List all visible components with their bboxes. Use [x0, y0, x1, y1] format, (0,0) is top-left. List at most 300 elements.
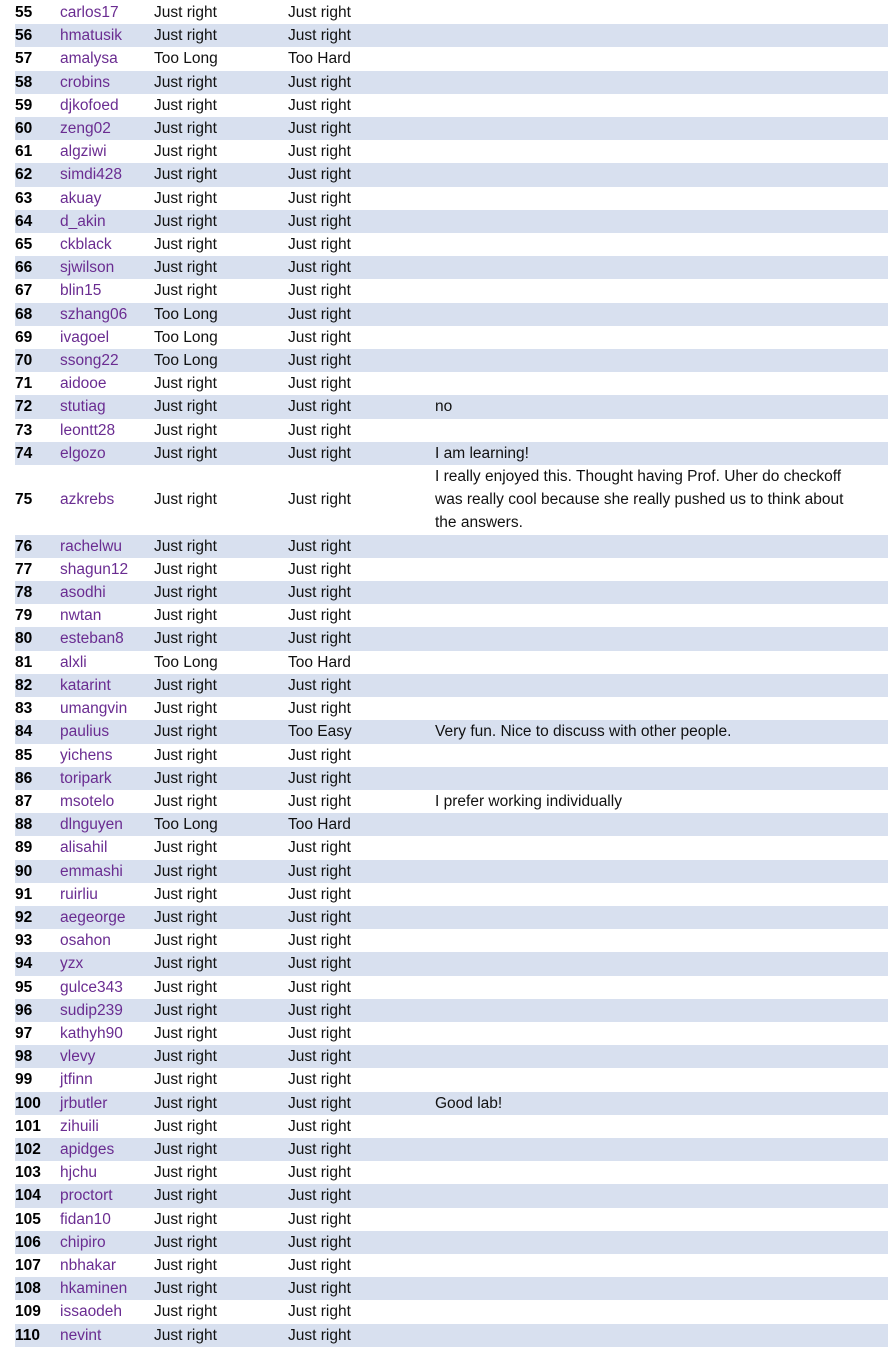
table-row	[15, 163, 888, 186]
table-row	[15, 767, 888, 790]
difficulty-rating: Just right	[288, 1001, 351, 1019]
comment-text	[435, 326, 888, 349]
username-cell	[60, 929, 154, 952]
comment-text: Very fun. Nice to discuss with other people.	[435, 723, 732, 741]
username-link[interactable]: kathyh90	[60, 1024, 123, 1042]
username-link[interactable]: osahon	[60, 932, 111, 950]
table-row	[15, 47, 888, 70]
row-number: 73	[15, 421, 33, 439]
difficulty-rating: Just right	[288, 375, 351, 393]
difficulty-rating: Just right	[288, 398, 351, 416]
length-rating: Just right	[154, 1071, 217, 1089]
table-row	[15, 1068, 888, 1091]
comment-text	[435, 1022, 888, 1045]
comment-text	[435, 1208, 888, 1231]
length-rating: Just right	[154, 27, 217, 45]
length-rating: Just right	[154, 908, 217, 926]
username-link[interactable]: blin15	[60, 282, 102, 300]
difficulty-rating: Just right	[288, 421, 351, 439]
username-link[interactable]: ivagoel	[60, 328, 110, 346]
table-row	[15, 697, 888, 720]
username-link[interactable]: emmashi	[60, 862, 123, 880]
row-number: 93	[15, 932, 33, 950]
username-cell	[60, 1161, 154, 1184]
username-link[interactable]: toripark	[60, 769, 112, 787]
difficulty-rating: Just right	[288, 584, 351, 602]
length-rating: Just right	[154, 1140, 217, 1158]
row-number: 83	[15, 700, 33, 718]
comment-text	[435, 117, 888, 140]
table-row	[15, 1022, 888, 1045]
username-cell	[60, 1277, 154, 1300]
username-link[interactable]: hjchu	[60, 1164, 98, 1182]
username-cell	[60, 210, 154, 233]
username-cell	[60, 604, 154, 627]
difficulty-rating: Just right	[288, 4, 351, 21]
username-link[interactable]: ckblack	[60, 236, 112, 254]
comment-text	[435, 558, 888, 581]
table-row	[15, 279, 888, 302]
survey-results-table	[15, 1, 888, 1347]
row-number: 99	[15, 1071, 33, 1089]
username-cell	[60, 558, 154, 581]
table-row	[15, 999, 888, 1022]
row-number: 109	[15, 1303, 41, 1321]
username-link[interactable]: hkaminen	[60, 1280, 128, 1298]
username-link[interactable]: ruirliu	[60, 885, 98, 903]
row-number: 89	[15, 839, 33, 857]
difficulty-rating: Just right	[288, 1210, 351, 1228]
difficulty-rating: Just right	[288, 1140, 351, 1158]
row-number: 96	[15, 1001, 33, 1019]
username-cell	[60, 581, 154, 604]
username-cell	[60, 233, 154, 256]
table-row	[15, 326, 888, 349]
username-cell	[60, 442, 154, 465]
table-row	[15, 1115, 888, 1138]
length-rating: Just right	[154, 421, 217, 439]
row-number: 62	[15, 166, 33, 184]
username-link[interactable]: msotelo	[60, 792, 115, 810]
row-number: 57	[15, 50, 33, 68]
comment-text	[435, 836, 888, 859]
comment-text	[435, 303, 888, 326]
username-link[interactable]: nbhakar	[60, 1256, 117, 1274]
length-rating: Just right	[154, 537, 217, 555]
difficulty-rating: Too Hard	[288, 816, 351, 834]
table-row	[15, 1208, 888, 1231]
row-number: 75	[15, 491, 33, 509]
length-rating: Just right	[154, 1326, 217, 1344]
row-number: 71	[15, 375, 33, 393]
difficulty-rating: Just right	[288, 955, 351, 973]
table-row	[15, 1254, 888, 1277]
difficulty-rating: Just right	[288, 352, 351, 370]
length-rating: Just right	[154, 1280, 217, 1298]
username-cell	[60, 279, 154, 302]
table-row	[15, 349, 888, 372]
comment-text	[435, 1, 888, 24]
row-number: 103	[15, 1164, 41, 1182]
difficulty-rating: Just right	[288, 978, 351, 996]
username-cell	[60, 860, 154, 883]
username-cell	[60, 836, 154, 859]
difficulty-rating: Just right	[288, 73, 351, 91]
comment-text	[435, 1277, 888, 1300]
username-link[interactable]: algziwi	[60, 143, 107, 161]
difficulty-rating: Just right	[288, 1117, 351, 1135]
username-link[interactable]: apidges	[60, 1140, 115, 1158]
username-cell	[60, 1300, 154, 1323]
length-rating: Just right	[154, 73, 217, 91]
table-row	[15, 372, 888, 395]
length-rating: Just right	[154, 259, 217, 277]
length-rating: Just right	[154, 1094, 217, 1112]
difficulty-rating: Just right	[288, 143, 351, 161]
difficulty-rating: Just right	[288, 1303, 351, 1321]
table-row	[15, 303, 888, 326]
difficulty-rating: Just right	[288, 607, 351, 625]
username-link[interactable]: hmatusik	[60, 27, 123, 45]
difficulty-rating: Too Hard	[288, 50, 351, 68]
comment-text	[435, 952, 888, 975]
username-cell	[60, 326, 154, 349]
comment-text	[435, 535, 888, 558]
row-number: 70	[15, 352, 33, 370]
table-row	[15, 233, 888, 256]
difficulty-rating: Just right	[288, 1048, 351, 1066]
length-rating: Too Long	[154, 352, 218, 370]
difficulty-rating: Just right	[288, 862, 351, 880]
comment-text	[435, 94, 888, 117]
table-row	[15, 883, 888, 906]
username-cell	[60, 1208, 154, 1231]
difficulty-rating: Just right	[288, 166, 351, 184]
table-row	[15, 860, 888, 883]
username-link[interactable]: aidooe	[60, 375, 107, 393]
difficulty-rating: Just right	[288, 839, 351, 857]
username-link[interactable]: asodhi	[60, 584, 106, 602]
difficulty-rating: Just right	[288, 1164, 351, 1182]
table-row	[15, 581, 888, 604]
row-number: 68	[15, 305, 33, 323]
username-cell	[60, 697, 154, 720]
row-number: 66	[15, 259, 33, 277]
length-rating: Just right	[154, 1001, 217, 1019]
username-link[interactable]: szhang06	[60, 305, 128, 323]
table-row	[15, 1277, 888, 1300]
row-number: 60	[15, 120, 33, 138]
comment-text	[435, 627, 888, 650]
difficulty-rating: Just right	[288, 792, 351, 810]
username-link[interactable]: gulce343	[60, 978, 123, 996]
table-row	[15, 1045, 888, 1068]
table-row	[15, 1161, 888, 1184]
row-number: 82	[15, 676, 33, 694]
row-number: 91	[15, 885, 33, 903]
row-number: 94	[15, 955, 33, 973]
length-rating: Just right	[154, 792, 217, 810]
length-rating: Just right	[154, 1117, 217, 1135]
username-cell	[60, 1068, 154, 1091]
table-row	[15, 535, 888, 558]
length-rating: Just right	[154, 444, 217, 462]
comment-text: no	[435, 398, 453, 416]
table-row	[15, 976, 888, 999]
table-row	[15, 627, 888, 650]
table-row	[15, 140, 888, 163]
table-row	[15, 24, 888, 47]
username-cell	[60, 744, 154, 767]
length-rating: Just right	[154, 723, 217, 741]
username-cell	[60, 651, 154, 674]
length-rating: Just right	[154, 769, 217, 787]
username-cell	[60, 999, 154, 1022]
row-number: 107	[15, 1256, 41, 1274]
username-link[interactable]: alxli	[60, 653, 87, 671]
comment-text	[435, 999, 888, 1022]
username-link[interactable]: rachelwu	[60, 537, 123, 555]
row-number: 106	[15, 1233, 41, 1251]
difficulty-rating: Just right	[288, 1187, 351, 1205]
table-row	[15, 1092, 888, 1115]
length-rating: Just right	[154, 1164, 217, 1182]
username-link[interactable]: crobins	[60, 73, 110, 91]
comment-text	[435, 1300, 888, 1323]
comment-text	[435, 187, 888, 210]
username-link[interactable]: alisahil	[60, 839, 108, 857]
row-number: 90	[15, 862, 33, 880]
comment-text	[435, 210, 888, 233]
comment-text	[435, 1068, 888, 1091]
comment-text	[435, 929, 888, 952]
difficulty-rating: Just right	[288, 1024, 351, 1042]
difficulty-rating: Just right	[288, 491, 351, 509]
length-rating: Just right	[154, 120, 217, 138]
username-link[interactable]: paulius	[60, 723, 110, 741]
difficulty-rating: Just right	[288, 328, 351, 346]
row-number: 102	[15, 1140, 41, 1158]
row-number: 74	[15, 444, 33, 462]
username-link[interactable]: esteban8	[60, 630, 124, 648]
username-link[interactable]: leontt28	[60, 421, 116, 439]
table-row	[15, 71, 888, 94]
username-cell	[60, 24, 154, 47]
username-cell	[60, 976, 154, 999]
username-link[interactable]: sjwilson	[60, 259, 115, 277]
username-link[interactable]: fidan10	[60, 1210, 111, 1228]
comment-text: Good lab!	[435, 1094, 503, 1112]
difficulty-rating: Just right	[288, 537, 351, 555]
username-link[interactable]: yzx	[60, 955, 84, 973]
length-rating: Just right	[154, 560, 217, 578]
username-link[interactable]: carlos17	[60, 4, 119, 21]
username-link[interactable]: stutiag	[60, 398, 106, 416]
length-rating: Just right	[154, 189, 217, 207]
username-cell	[60, 303, 154, 326]
difficulty-rating: Just right	[288, 282, 351, 300]
survey-results-body	[15, 1, 888, 1347]
difficulty-rating: Just right	[288, 120, 351, 138]
username-cell	[60, 1184, 154, 1207]
row-number: 78	[15, 584, 33, 602]
length-rating: Just right	[154, 1024, 217, 1042]
length-rating: Just right	[154, 398, 217, 416]
table-row	[15, 720, 888, 743]
row-number: 100	[15, 1094, 41, 1112]
table-row	[15, 906, 888, 929]
username-link[interactable]: amalysa	[60, 50, 118, 68]
difficulty-rating: Just right	[288, 630, 351, 648]
username-link[interactable]: nwtan	[60, 607, 102, 625]
row-number: 65	[15, 236, 33, 254]
difficulty-rating: Just right	[288, 1071, 351, 1089]
username-link[interactable]: yichens	[60, 746, 113, 764]
row-number: 110	[15, 1326, 41, 1344]
username-cell	[60, 465, 154, 535]
difficulty-rating: Too Easy	[288, 723, 352, 741]
comment-text	[435, 419, 888, 442]
length-rating: Just right	[154, 96, 217, 114]
username-link[interactable]: akuay	[60, 189, 102, 207]
length-rating: Just right	[154, 1187, 217, 1205]
username-link[interactable]: vlevy	[60, 1048, 96, 1066]
comment-text	[435, 674, 888, 697]
username-cell	[60, 187, 154, 210]
table-row	[15, 1184, 888, 1207]
username-link[interactable]: simdi428	[60, 166, 123, 184]
difficulty-rating: Just right	[288, 700, 351, 718]
comment-text: I prefer working individually	[435, 792, 622, 810]
username-cell	[60, 256, 154, 279]
table-row	[15, 952, 888, 975]
table-row	[15, 256, 888, 279]
difficulty-rating: Just right	[288, 305, 351, 323]
username-link[interactable]: jtfinn	[60, 1071, 93, 1089]
username-link[interactable]: chipiro	[60, 1233, 106, 1251]
username-cell	[60, 813, 154, 836]
username-cell	[60, 720, 154, 743]
row-number: 104	[15, 1187, 41, 1205]
length-rating: Too Long	[154, 816, 218, 834]
username-cell	[60, 94, 154, 117]
username-link[interactable]: djkofoed	[60, 96, 119, 114]
username-link[interactable]: dlnguyen	[60, 816, 123, 834]
row-number: 92	[15, 908, 33, 926]
comment-text	[435, 1324, 888, 1347]
username-link[interactable]: jrbutler	[60, 1094, 108, 1112]
username-link[interactable]: proctort	[60, 1187, 113, 1205]
table-row	[15, 836, 888, 859]
username-link[interactable]: aegeorge	[60, 908, 126, 926]
comment-text	[435, 256, 888, 279]
username-link[interactable]: nevint	[60, 1326, 102, 1344]
table-row	[15, 94, 888, 117]
difficulty-rating: Just right	[288, 1326, 351, 1344]
comment-text	[435, 279, 888, 302]
row-number: 79	[15, 607, 33, 625]
comment-text	[435, 860, 888, 883]
row-number: 87	[15, 792, 33, 810]
difficulty-rating: Just right	[288, 746, 351, 764]
comment-text	[435, 651, 888, 674]
length-rating: Just right	[154, 1048, 217, 1066]
length-rating: Just right	[154, 839, 217, 857]
username-cell	[60, 952, 154, 975]
username-cell	[60, 674, 154, 697]
length-rating: Just right	[154, 607, 217, 625]
table-row	[15, 210, 888, 233]
username-cell	[60, 1045, 154, 1068]
username-link[interactable]: ssong22	[60, 352, 119, 370]
length-rating: Just right	[154, 236, 217, 254]
comment-text	[435, 697, 888, 720]
row-number: 76	[15, 537, 33, 555]
row-number: 72	[15, 398, 33, 416]
comment-text	[435, 1231, 888, 1254]
username-cell	[60, 535, 154, 558]
row-number: 84	[15, 723, 33, 741]
difficulty-rating: Just right	[288, 1094, 351, 1112]
comment-text	[435, 813, 888, 836]
username-link[interactable]: katarint	[60, 676, 111, 694]
length-rating: Just right	[154, 862, 217, 880]
comment-text	[435, 1115, 888, 1138]
table-row	[15, 1231, 888, 1254]
length-rating: Just right	[154, 955, 217, 973]
username-link[interactable]: elgozo	[60, 444, 106, 462]
difficulty-rating: Just right	[288, 1233, 351, 1251]
username-link[interactable]: azkrebs	[60, 491, 115, 509]
username-link[interactable]: sudip239	[60, 1001, 123, 1019]
row-number: 55	[15, 4, 33, 21]
username-cell	[60, 419, 154, 442]
row-number: 64	[15, 212, 33, 230]
table-row	[15, 1300, 888, 1323]
length-rating: Just right	[154, 885, 217, 903]
comment-text	[435, 744, 888, 767]
username-link[interactable]: d_akin	[60, 212, 106, 230]
comment-text	[435, 581, 888, 604]
username-link[interactable]: issaodeh	[60, 1303, 123, 1321]
username-cell	[60, 117, 154, 140]
username-link[interactable]: shagun12	[60, 560, 129, 578]
username-link[interactable]: zeng02	[60, 120, 111, 138]
comment-text	[435, 47, 888, 70]
row-number: 105	[15, 1210, 41, 1228]
username-link[interactable]: umangvin	[60, 700, 128, 718]
username-cell	[60, 1, 154, 24]
table-row	[15, 1, 888, 24]
table-row	[15, 465, 888, 535]
username-cell	[60, 1092, 154, 1115]
comment-text	[435, 71, 888, 94]
username-cell	[60, 906, 154, 929]
row-number: 56	[15, 27, 33, 45]
difficulty-rating: Just right	[288, 560, 351, 578]
username-cell	[60, 140, 154, 163]
username-link[interactable]: zihuili	[60, 1117, 99, 1135]
table-row	[15, 187, 888, 210]
difficulty-rating: Just right	[288, 1256, 351, 1274]
length-rating: Just right	[154, 212, 217, 230]
username-cell	[60, 395, 154, 418]
comment-text: I really enjoyed this. Thought having Prof. Uher do checkoff was really cool because she really pushed us to think about the answers.	[435, 468, 844, 532]
username-cell	[60, 163, 154, 186]
username-cell	[60, 47, 154, 70]
row-number: 98	[15, 1048, 33, 1066]
username-cell	[60, 1138, 154, 1161]
